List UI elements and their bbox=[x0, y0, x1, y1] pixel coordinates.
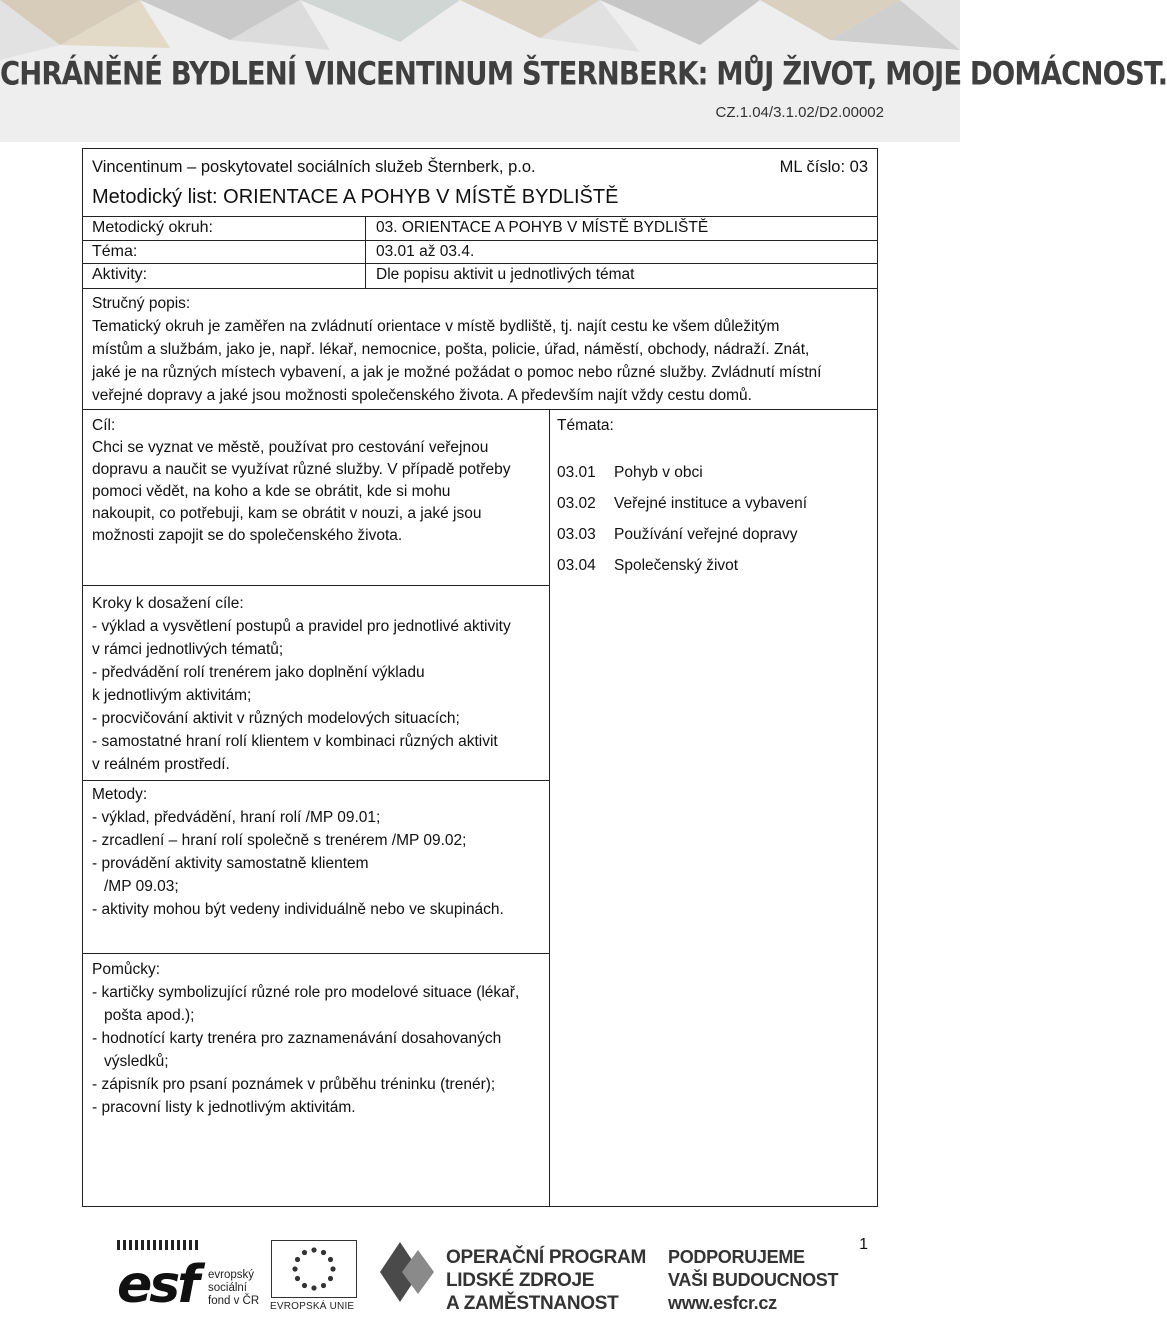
summary-line: místům a službám, jako je, např. lékař, nemocnice, pošta, policie, úřad, náměstí, obchody, nádraží. Znát, bbox=[92, 340, 810, 358]
topic-name: Pohyb v obci bbox=[614, 463, 703, 481]
topic-code: 03.04 bbox=[557, 556, 596, 574]
aktivity-value: Dle popisu aktivit u jednotlivých témat bbox=[376, 266, 635, 283]
main-table bbox=[82, 410, 878, 1207]
steps-line: - samostatné hraní rolí klientem v kombinaci různých aktivit bbox=[92, 732, 498, 750]
esf-caption bbox=[208, 1269, 259, 1308]
goal-label: Cíl: bbox=[92, 416, 116, 434]
esf-logo-icon bbox=[117, 1240, 207, 1315]
summary-line: Tematický okruh je zaměřen na zvládnutí orientace v místě bydliště, tj. najít cestu ke všem důležitým bbox=[92, 317, 780, 335]
topic-code: 03.01 bbox=[557, 463, 596, 481]
op-program-icon bbox=[380, 1242, 436, 1302]
support-line: VAŠI BUDOUCNOST bbox=[668, 1270, 839, 1290]
topic-item bbox=[557, 550, 870, 581]
topic-name: Používání veřejné dopravy bbox=[614, 525, 798, 543]
ml-number: ML číslo: 03 bbox=[779, 158, 868, 176]
tools-line: - kartičky symbolizující různé role pro modelové situace (lékař, bbox=[92, 983, 520, 1001]
steps-line: - procvičování aktivit v různých modelových situacích; bbox=[92, 709, 460, 727]
methods-line: - výklad, předvádění, hraní rolí /MP 09.01; bbox=[92, 808, 381, 826]
topic-item bbox=[557, 488, 870, 519]
tools-label: Pomůcky: bbox=[92, 960, 161, 978]
steps-line: - výklad a vysvětlení postupů a pravidel pro jednotlivé aktivity bbox=[92, 617, 511, 635]
support-line: PODPORUJEME bbox=[668, 1247, 805, 1267]
tools-line: výsledků; bbox=[104, 1052, 169, 1070]
page-number: 1 bbox=[859, 1236, 868, 1253]
topics-section bbox=[550, 410, 877, 585]
methods-label: Metody: bbox=[92, 785, 148, 803]
eu-flag-icon bbox=[271, 1240, 357, 1298]
tools-line: - pracovní listy k jednotlivým aktivitám. bbox=[92, 1098, 356, 1116]
topics-label: Témata: bbox=[557, 416, 614, 434]
meta-row-tema bbox=[83, 241, 877, 265]
steps-line: - předvádění rolí trenérem jako doplnění výkladu bbox=[92, 663, 425, 681]
method-sheet bbox=[82, 148, 878, 1207]
esf-caption-line: fond v ČR bbox=[208, 1295, 260, 1307]
left-column bbox=[83, 410, 550, 1206]
header-banner bbox=[0, 0, 1167, 142]
topic-item bbox=[557, 519, 870, 550]
steps-section bbox=[83, 586, 549, 953]
goal-section bbox=[83, 410, 549, 586]
methods-line: - zrcadlení – hraní rolí společně s trenérem /MP 09.02; bbox=[92, 831, 467, 849]
summary-line: veřejné dopravy a jaké jsou možnosti společenského života. A především najít vždy cestu domů. bbox=[92, 386, 752, 404]
topic-code: 03.02 bbox=[557, 494, 596, 512]
op-program-text bbox=[446, 1246, 646, 1315]
tools-line: - zápisník pro psaní poznámek v průběhu tréninku (trenér); bbox=[92, 1075, 496, 1093]
op-line: LIDSKÉ ZDROJE bbox=[446, 1270, 595, 1291]
goal-line: pomoci vědět, na koho a kde se obrátit, kde si mohu bbox=[92, 482, 451, 500]
tools-line: - hodnotící karty trenéra pro zaznamenávání dosahovaných bbox=[92, 1029, 502, 1047]
okruh-value: 03. ORIENTACE A POHYB V MÍSTĚ BYDLIŠTĚ bbox=[376, 219, 709, 236]
esf-caption-line: sociální bbox=[208, 1282, 247, 1294]
methods-line: - aktivity mohou být vedeny individuálně nebo ve skupinách. bbox=[92, 900, 504, 918]
eu-label: EVROPSKÁ UNIE bbox=[270, 1301, 355, 1312]
meta-row-okruh bbox=[83, 217, 877, 241]
goal-line: dopravu a naučit se využívat různé služby. V případě potřeby bbox=[92, 460, 511, 478]
tools-line: pošta apod.); bbox=[104, 1006, 195, 1024]
op-line: OPERAČNÍ PROGRAM bbox=[446, 1247, 646, 1268]
goal-line: možnosti zapojit se do společenského života. bbox=[92, 526, 403, 544]
tema-label: Téma: bbox=[83, 241, 366, 264]
right-column bbox=[550, 410, 877, 1206]
aktivity-label: Aktivity: bbox=[83, 264, 366, 288]
summary-label: Stručný popis: bbox=[92, 294, 191, 312]
goal-line: nakoupit, co potřebuji, kam se obrátit v nouzi, a jaké jsou bbox=[92, 504, 482, 522]
summary-line: jaké je na různých místech vybavení, a jak je možné požádat o pomoc nebo různé služby. Zvládnutí místní bbox=[92, 363, 822, 381]
topic-code: 03.03 bbox=[557, 525, 596, 543]
methods-section bbox=[83, 780, 549, 953]
banner-title: CHRÁNĚNÉ BYDLENÍ VINCENTINUM ŠTERNBERK: MŮJ ŽIVOT, MOJE DOMÁCNOST. bbox=[0, 55, 1167, 93]
topic-item bbox=[557, 457, 870, 488]
page-title: Metodický list: ORIENTACE A POHYB V MÍSTĚ BYDLIŠTĚ bbox=[92, 186, 619, 208]
tema-value: 03.01 až 03.4. bbox=[376, 242, 475, 260]
project-code: CZ.1.04/3.1.02/D2.00002 bbox=[715, 104, 884, 121]
org-row bbox=[82, 148, 878, 184]
meta-row-aktivity bbox=[83, 264, 877, 288]
methods-line: /MP 09.03; bbox=[104, 877, 179, 895]
op-line: A ZAMĚSTNANOST bbox=[446, 1293, 619, 1314]
methods-line: - provádění aktivity samostatně klientem bbox=[92, 854, 369, 872]
steps-line: k jednotlivým aktivitám; bbox=[92, 686, 252, 704]
steps-line: v reálném prostředí. bbox=[92, 755, 230, 773]
goal-line: Chci se vyznat ve městě, používat pro cestování veřejnou bbox=[92, 438, 489, 456]
topic-name: Společenský život bbox=[614, 556, 739, 574]
support-text bbox=[668, 1246, 838, 1315]
topic-name: Veřejné instituce a vybavení bbox=[614, 494, 808, 512]
steps-line: v rámci jednotlivých tématů; bbox=[92, 640, 284, 658]
steps-label: Kroky k dosažení cíle: bbox=[92, 594, 244, 612]
summary-section bbox=[82, 288, 878, 410]
organization-name: Vincentinum – poskytovatel sociálních služeb Šternberk, p.o. bbox=[92, 158, 536, 176]
esf-caption-line: evropský bbox=[208, 1269, 255, 1281]
tools-section bbox=[83, 953, 549, 1206]
title-row bbox=[82, 184, 878, 216]
meta-table bbox=[82, 216, 878, 288]
okruh-label: Metodický okruh: bbox=[83, 217, 366, 240]
website-link[interactable]: www.esfcr.cz bbox=[668, 1293, 777, 1313]
svg-text:esf: esf bbox=[117, 1255, 197, 1315]
footer-logos bbox=[0, 1226, 960, 1319]
